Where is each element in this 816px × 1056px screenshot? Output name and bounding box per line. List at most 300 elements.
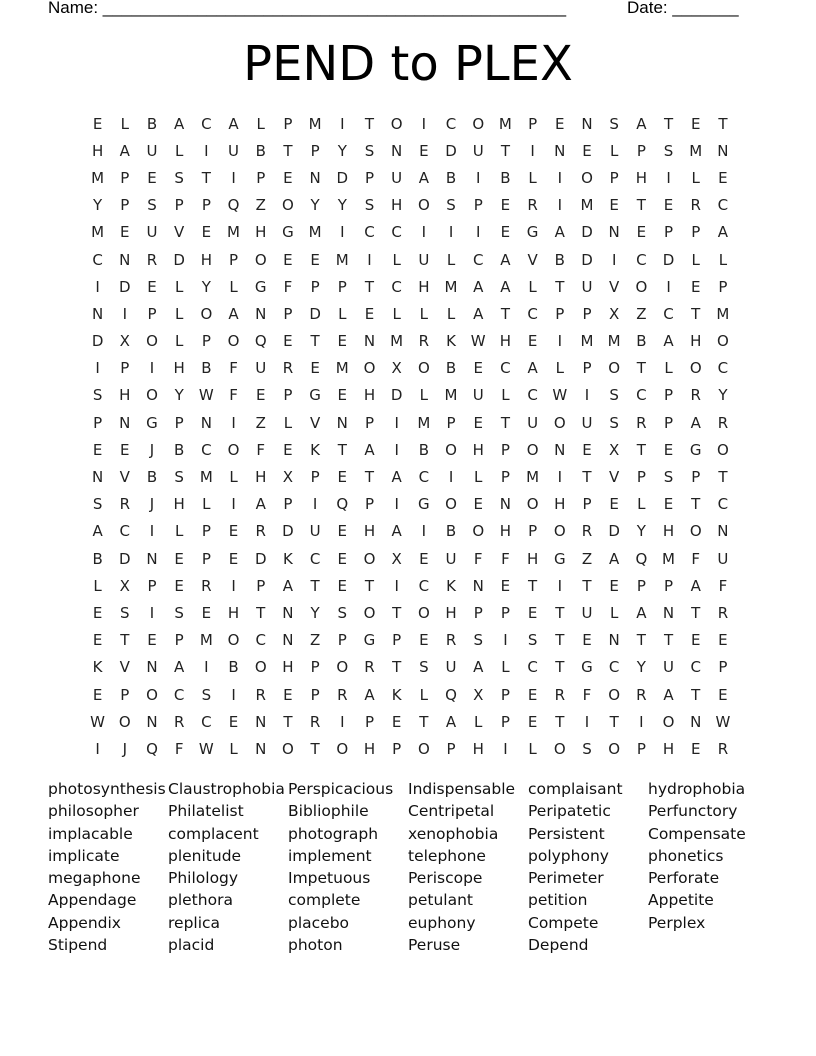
grid-letter: F	[229, 359, 238, 378]
grid-letter: P	[120, 359, 130, 378]
grid-letter: T	[609, 712, 619, 731]
grid-letter: J	[122, 739, 127, 758]
grid-letter: L	[120, 114, 129, 133]
grid-letter: X	[609, 440, 620, 459]
grid-letter: E	[337, 386, 348, 405]
grid-letter: E	[92, 685, 103, 704]
grid-letter: T	[663, 114, 674, 133]
grid-letter: L	[338, 304, 347, 323]
grid-letter: E	[337, 332, 348, 351]
grid-letter: P	[636, 468, 646, 487]
grid-letter: P	[446, 739, 456, 758]
grid-letter: E	[283, 332, 293, 351]
grid-letter: B	[201, 359, 212, 378]
grid-letter: R	[119, 495, 130, 514]
grid-letter: P	[528, 522, 538, 541]
grid-letter: L	[283, 413, 293, 432]
grid-letter: R	[554, 685, 565, 704]
grid-letter: N	[336, 413, 348, 432]
grid-letter: A	[364, 440, 375, 459]
grid-letter: S	[663, 468, 674, 487]
grid-letter: T	[392, 603, 402, 622]
grid-letter: C	[472, 250, 484, 269]
grid-letter: Y	[718, 386, 728, 405]
grid-letter: A	[473, 277, 484, 296]
grid-letter: Y	[636, 658, 646, 677]
grid-letter: P	[691, 468, 701, 487]
grid-letter: S	[609, 386, 619, 405]
grid-letter: E	[337, 468, 348, 487]
grid-letter: F	[718, 576, 728, 595]
grid-letter: O	[553, 739, 566, 758]
grid-letter: L	[174, 332, 184, 351]
grid-letter: C	[418, 576, 430, 595]
grid-letter: H	[173, 359, 185, 378]
grid-letter: S	[364, 196, 375, 215]
grid-letter: A	[473, 658, 484, 677]
grid-letter: C	[608, 658, 620, 677]
grid-letter: T	[555, 603, 565, 622]
grid-letter: L	[174, 522, 184, 541]
grid-letter: B	[636, 332, 647, 351]
grid-letter: E	[527, 712, 538, 731]
grid-letter: B	[445, 359, 457, 378]
grid-letter: V	[174, 223, 185, 242]
grid-letter: E	[337, 576, 348, 595]
grid-letter: R	[418, 332, 430, 351]
grid-letter: M	[91, 168, 105, 187]
grid-letter: R	[364, 658, 375, 677]
grid-letter: Q	[336, 495, 349, 514]
word-list-item: phonetics	[648, 846, 724, 865]
grid-letter: E	[310, 250, 320, 269]
grid-letter: E	[92, 631, 103, 650]
grid-letter: T	[310, 332, 320, 351]
grid-letter: T	[528, 576, 538, 595]
word-list-item: Periscope	[408, 869, 483, 888]
grid-letter: T	[500, 304, 510, 323]
grid-letter: T	[201, 168, 211, 187]
grid-letter: O	[689, 359, 702, 378]
grid-letter: B	[146, 114, 158, 133]
grid-letter: A	[609, 549, 620, 568]
grid-letter: O	[363, 549, 376, 568]
grid-letter: P	[174, 631, 184, 650]
grid-letter: E	[337, 522, 348, 541]
grid-letter: R	[717, 603, 729, 622]
grid-letter: T	[364, 114, 375, 133]
grid-letter: V	[119, 468, 130, 487]
grid-letter: L	[229, 468, 238, 487]
grid-letter: S	[120, 603, 130, 622]
grid-letter: I	[231, 495, 236, 514]
grid-letter: F	[283, 277, 293, 296]
grid-letter: E	[718, 631, 728, 650]
word-list-item: polyphony	[528, 846, 609, 865]
grid-letter: T	[636, 631, 646, 650]
grid-letter: T	[555, 277, 565, 296]
grid-letter: S	[201, 685, 212, 704]
grid-letter: R	[636, 413, 647, 432]
grid-letter: P	[473, 603, 483, 622]
grid-letter: M	[444, 386, 458, 405]
grid-letter: C	[527, 386, 538, 405]
grid-letter: C	[527, 304, 538, 323]
grid-letter: O	[445, 495, 457, 514]
grid-letter: H	[255, 223, 267, 242]
grid-letter: D	[390, 386, 403, 405]
grid-letter: S	[337, 603, 348, 622]
grid-letter: R	[173, 712, 185, 731]
grid-letter: P	[283, 495, 293, 514]
grid-letter: E	[228, 522, 239, 541]
grid-letter: I	[639, 712, 644, 731]
grid-letter: I	[204, 658, 209, 677]
grid-letter: E	[690, 631, 701, 650]
grid-letter: P	[500, 712, 510, 731]
grid-letter: J	[149, 440, 155, 459]
grid-letter: K	[310, 440, 321, 459]
grid-letter: T	[364, 468, 375, 487]
grid-letter: I	[231, 413, 236, 432]
grid-letter: E	[473, 495, 483, 514]
grid-letter: U	[255, 359, 267, 378]
grid-letter: A	[554, 223, 565, 242]
word-list-item: complete	[288, 891, 361, 910]
grid-letter: F	[582, 685, 592, 704]
grid-letter: T	[310, 576, 320, 595]
word-list-item: placid	[168, 936, 215, 955]
grid-letter: Z	[581, 549, 593, 568]
word-list-item: Stipend	[48, 936, 108, 955]
grid-letter: O	[635, 277, 648, 296]
grid-letter: T	[691, 495, 701, 514]
grid-letter: H	[690, 332, 702, 351]
grid-letter: D	[309, 304, 321, 323]
grid-letter: I	[149, 359, 155, 378]
grid-letter: L	[555, 359, 564, 378]
grid-letter: Q	[635, 549, 648, 568]
grid-letter: P	[691, 223, 701, 242]
grid-letter: C	[391, 223, 402, 242]
grid-letter: A	[92, 522, 103, 541]
grid-letter: T	[555, 712, 565, 731]
grid-letter: H	[526, 549, 539, 568]
word-list-item: Bibliophile	[288, 802, 369, 821]
name-field-label: Name: _________________________________________________	[48, 0, 567, 17]
grid-letter: B	[500, 168, 511, 187]
grid-letter: S	[663, 141, 674, 160]
grid-letter: U	[581, 277, 593, 296]
header	[48, 0, 768, 19]
grid-letter: C	[201, 114, 212, 133]
grid-letter: G	[418, 495, 430, 514]
grid-letter: P	[174, 196, 184, 215]
grid-letter: N	[662, 603, 675, 622]
grid-letter: I	[530, 141, 535, 160]
grid-letter: E	[527, 603, 538, 622]
grid-letter: N	[363, 332, 376, 351]
grid-letter: A	[717, 223, 729, 242]
grid-letter: R	[445, 631, 457, 650]
grid-letter: Q	[445, 685, 457, 704]
grid-letter: L	[392, 304, 401, 323]
grid-letter: L	[528, 168, 537, 187]
grid-letter: G	[309, 386, 321, 405]
grid-letter: O	[146, 685, 158, 704]
grid-letter: E	[582, 631, 592, 650]
grid-letter: L	[174, 277, 184, 296]
grid-letter: G	[254, 277, 267, 296]
grid-letter: C	[445, 114, 457, 133]
grid-letter: R	[636, 685, 647, 704]
grid-letter: C	[500, 359, 511, 378]
grid-letter: I	[312, 495, 318, 514]
grid-letter: E	[500, 196, 511, 215]
word-list-item: Compensate	[648, 824, 746, 843]
grid-letter: W	[470, 332, 486, 351]
grid-letter: L	[691, 250, 700, 269]
grid-letter: I	[231, 168, 236, 187]
grid-letter: O	[472, 114, 485, 133]
grid-letter: I	[149, 522, 155, 541]
grid-letter: E	[283, 250, 293, 269]
grid-letter: H	[363, 739, 376, 758]
grid-letter: R	[717, 413, 729, 432]
grid-letter: I	[394, 495, 399, 514]
grid-letter: O	[472, 522, 485, 541]
grid-letter: E	[255, 386, 266, 405]
grid-letter: L	[691, 168, 700, 187]
word-list-item: photograph	[288, 824, 379, 843]
word-list-item: Perforate	[648, 869, 720, 888]
grid-letter: M	[526, 468, 540, 487]
grid-letter: E	[201, 603, 212, 622]
grid-letter: O	[363, 359, 376, 378]
grid-letter: D	[91, 332, 104, 351]
grid-letter: N	[690, 712, 702, 731]
grid-letter: L	[637, 495, 646, 514]
grid-letter: U	[146, 223, 158, 242]
word-list-item: implicate	[48, 846, 120, 865]
grid-letter: E	[609, 495, 619, 514]
grid-letter: M	[444, 277, 458, 296]
grid-letter: O	[118, 712, 131, 731]
word-list-item: Claustrophobia	[168, 780, 285, 798]
grid-letter: I	[503, 739, 508, 758]
grid-letter: C	[92, 250, 103, 269]
grid-letter: C	[201, 440, 212, 459]
grid-letter: L	[474, 712, 483, 731]
grid-letter: E	[663, 440, 674, 459]
grid-letter: P	[446, 413, 456, 432]
grid-letter: A	[636, 114, 647, 133]
grid-letter: E	[92, 603, 103, 622]
word-list-item: placebo	[288, 913, 350, 932]
grid-letter: Q	[146, 739, 158, 758]
grid-letter: E	[147, 168, 157, 187]
grid-letter: P	[201, 332, 211, 351]
word-list-item: Perimeter	[528, 869, 604, 888]
grid-letter: H	[499, 522, 512, 541]
grid-letter: M	[308, 223, 322, 242]
grid-letter: C	[201, 712, 212, 731]
grid-letter: P	[120, 685, 130, 704]
grid-letter: M	[227, 223, 240, 242]
grid-letter: T	[256, 603, 266, 622]
grid-letter: N	[255, 712, 267, 731]
grid-letter: E	[147, 631, 157, 650]
grid-letter: O	[608, 359, 621, 378]
grid-letter: E	[718, 685, 728, 704]
grid-letter: P	[229, 250, 239, 269]
grid-letter: T	[582, 576, 592, 595]
word-list-item: Persistent	[528, 824, 605, 843]
grid-letter: P	[310, 141, 320, 160]
grid-letter: P	[310, 277, 320, 296]
grid-letter: F	[473, 549, 483, 568]
grid-letter: H	[227, 603, 240, 622]
grid-letter: I	[476, 168, 481, 187]
grid-letter: P	[93, 413, 103, 432]
page-title: PEND to PLEX	[243, 36, 573, 92]
grid-letter: U	[663, 658, 675, 677]
grid-letter: Y	[201, 277, 211, 296]
grid-letter: G	[282, 223, 294, 242]
grid-letter: A	[445, 712, 457, 731]
grid-letter: S	[527, 631, 538, 650]
grid-letter: N	[200, 413, 212, 432]
grid-letter: E	[718, 168, 728, 187]
grid-letter: L	[446, 250, 456, 269]
grid-letter: Y	[337, 141, 347, 160]
grid-letter: F	[691, 549, 701, 568]
grid-letter: P	[364, 168, 374, 187]
grid-letter: S	[582, 739, 592, 758]
grid-letter: R	[717, 739, 729, 758]
word-list-item: philosopher	[48, 802, 139, 821]
grid-letter: S	[609, 114, 619, 133]
grid-letter: A	[364, 685, 375, 704]
grid-letter: E	[609, 196, 619, 215]
grid-letter: R	[690, 196, 701, 215]
grid-letter: M	[199, 631, 213, 650]
grid-letter: O	[581, 168, 593, 187]
grid-letter: N	[499, 495, 512, 514]
grid-letter: H	[499, 332, 512, 351]
grid-letter: B	[255, 141, 266, 160]
grid-letter: T	[636, 440, 646, 459]
grid-letter: G	[146, 413, 158, 432]
grid-letter: D	[581, 223, 593, 242]
grid-letter: P	[283, 114, 293, 133]
grid-letter: R	[527, 196, 538, 215]
grid-letter: X	[119, 576, 130, 595]
word-list-item: Perspicacious	[288, 780, 394, 798]
grid-letter: O	[526, 495, 539, 514]
grid-letter: R	[201, 576, 212, 595]
grid-letter: E	[419, 549, 429, 568]
grid-letter: I	[367, 250, 372, 269]
grid-letter: K	[391, 685, 402, 704]
grid-letter: R	[337, 685, 348, 704]
grid-letter: T	[500, 413, 510, 432]
grid-letter: I	[557, 332, 562, 351]
grid-letter: N	[472, 576, 484, 595]
grid-letter: S	[174, 168, 184, 187]
grid-letter: E	[663, 495, 674, 514]
grid-letter: D	[119, 549, 131, 568]
grid-letter: P	[718, 658, 728, 677]
grid-letter: X	[473, 685, 484, 704]
grid-letter: C	[527, 658, 538, 677]
grid-letter: Q	[227, 196, 240, 215]
grid-letter: T	[718, 114, 728, 133]
grid-letter: S	[609, 413, 619, 432]
grid-letter: N	[608, 223, 620, 242]
grid-letter: N	[119, 250, 131, 269]
grid-letter: I	[394, 440, 399, 459]
grid-letter: P	[364, 712, 374, 731]
grid-letter: I	[340, 114, 345, 133]
grid-letter: S	[174, 468, 184, 487]
grid-letter: E	[527, 332, 538, 351]
grid-letter: I	[421, 223, 427, 242]
grid-letter: Q	[254, 332, 267, 351]
grid-letter: I	[666, 277, 671, 296]
grid-letter: D	[254, 549, 267, 568]
grid-letter: P	[283, 304, 293, 323]
grid-letter: L	[718, 250, 728, 269]
grid-letter: P	[147, 304, 157, 323]
grid-letter: O	[254, 250, 267, 269]
word-list-item: Compete	[528, 913, 599, 932]
grid-letter: E	[174, 549, 184, 568]
grid-letter: T	[718, 468, 728, 487]
grid-letter: E	[527, 685, 538, 704]
grid-letter: I	[231, 685, 236, 704]
grid-letter: Z	[636, 304, 647, 323]
grid-letter: E	[120, 440, 130, 459]
grid-letter: P	[147, 576, 157, 595]
grid-letter: R	[309, 712, 321, 731]
word-list	[48, 778, 768, 956]
grid-letter: S	[446, 196, 456, 215]
grid-letter: O	[608, 685, 621, 704]
grid-letter: T	[555, 658, 565, 677]
grid-letter: P	[555, 304, 565, 323]
grid-letter: U	[717, 549, 729, 568]
grid-letter: S	[174, 603, 184, 622]
grid-letter: B	[228, 658, 239, 677]
grid-letter: O	[717, 332, 729, 351]
word-list-item: Appendix	[48, 913, 121, 932]
grid-letter: V	[527, 250, 538, 269]
grid-letter: R	[255, 522, 266, 541]
grid-letter: L	[229, 739, 238, 758]
grid-letter: P	[310, 658, 320, 677]
grid-letter: E	[228, 549, 239, 568]
grid-letter: L	[392, 250, 401, 269]
grid-letter: H	[662, 522, 675, 541]
grid-letter: E	[419, 141, 429, 160]
letter-grid	[84, 110, 737, 763]
grid-letter: E	[419, 631, 429, 650]
grid-letter: M	[662, 549, 675, 568]
grid-letter: Y	[174, 386, 184, 405]
grid-letter: P	[256, 576, 266, 595]
grid-letter: H	[255, 468, 267, 487]
